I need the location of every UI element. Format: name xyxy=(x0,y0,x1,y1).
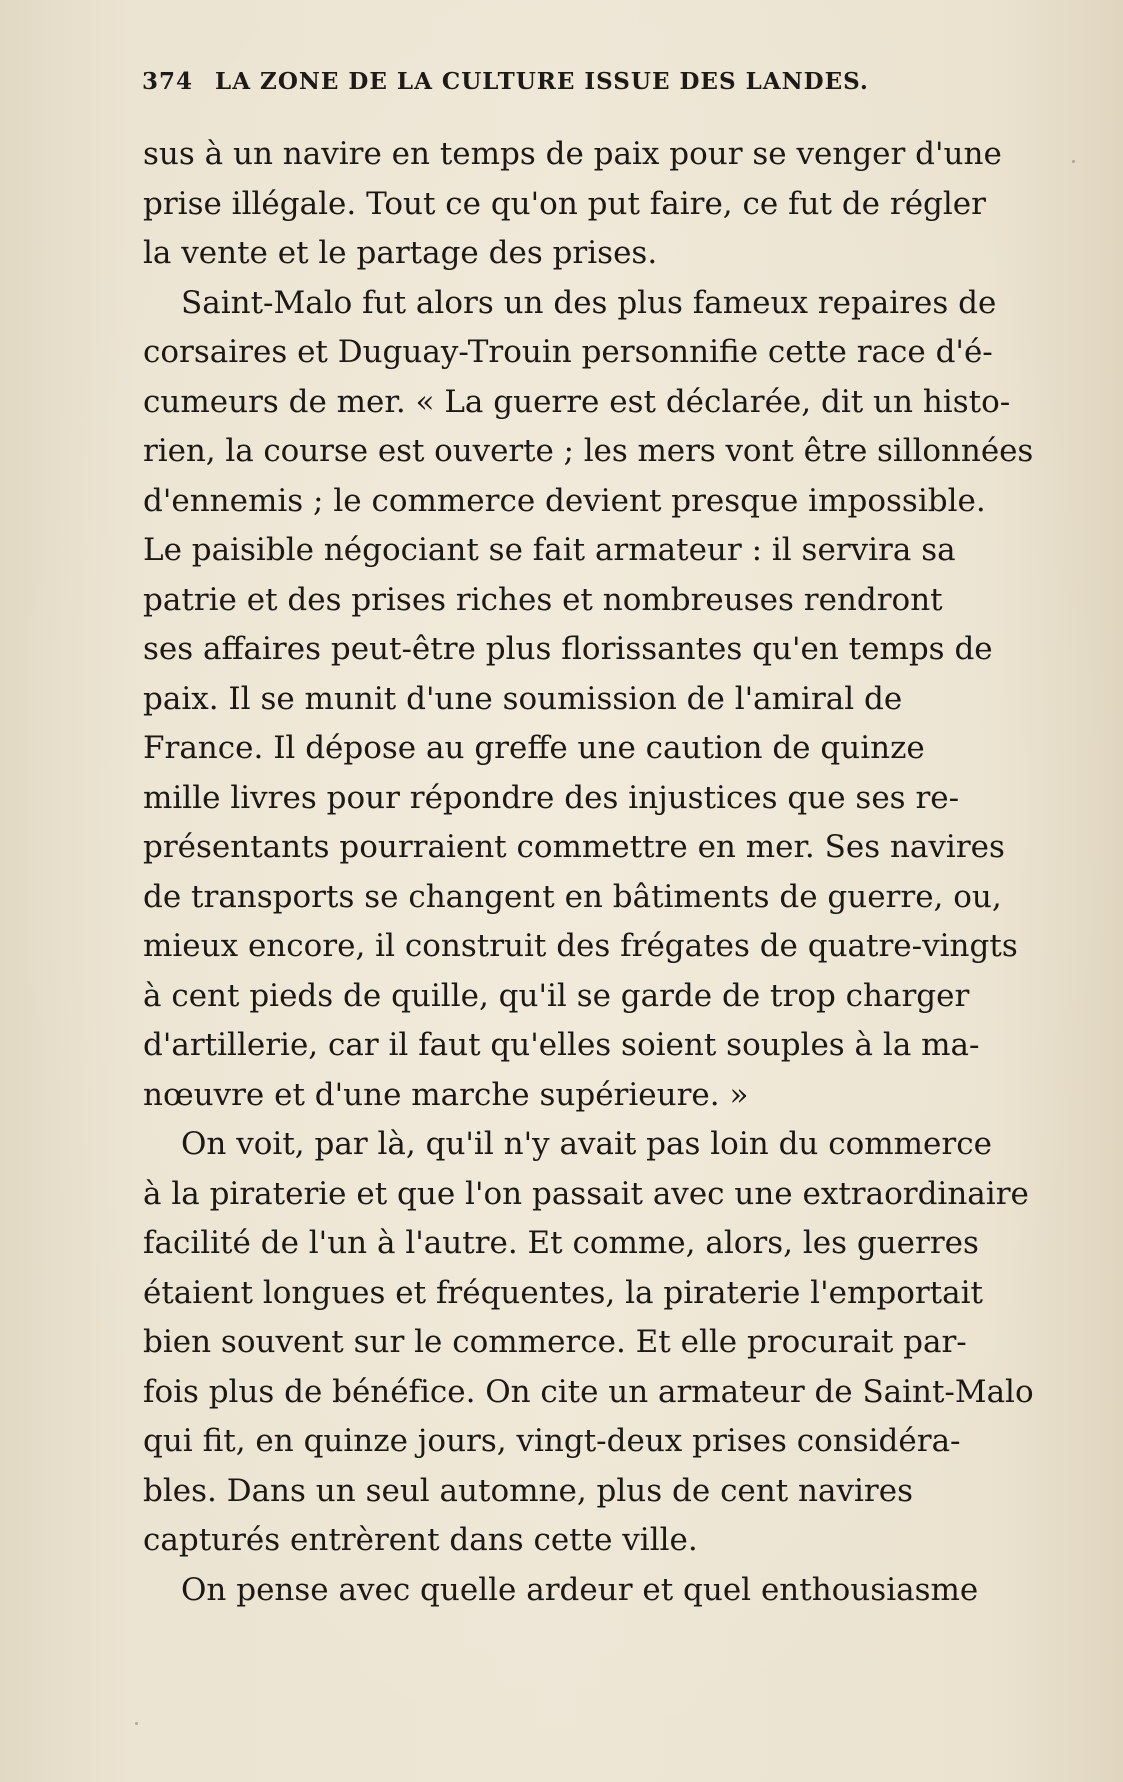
text-line: cumeurs de mer. « La guerre est déclarée, dit un histo- xyxy=(143,383,1011,420)
text-line: la vente et le partage des prises. xyxy=(143,235,658,271)
text-line: facilité de l'un à l'autre. Et comme, alors, les guerres xyxy=(143,1225,979,1261)
text-line: fois plus de bénéfice. On cite un armateur de Saint-Malo xyxy=(143,1373,1034,1410)
text-line: sus à un navire en temps de paix pour se venger d'une xyxy=(143,136,1002,172)
text-line: Saint-Malo fut alors un des plus fameux repaires de xyxy=(181,284,997,321)
text-line: mille livres pour répondre des injustices que ses re- xyxy=(143,779,960,816)
text-line: France. Il dépose au greffe une caution de quinze xyxy=(143,730,925,766)
running-header xyxy=(142,68,952,95)
text-line: patrie et des prises riches et nombreuses rendront xyxy=(143,581,943,618)
text-line: rien, la course est ouverte ; les mers vont être sillonnées xyxy=(143,433,1034,469)
text-line: bien souvent sur le commerce. Et elle procurait par- xyxy=(143,1324,967,1360)
paper-speck xyxy=(135,1722,138,1725)
text-line: présentants pourraient commettre en mer. Ses navires xyxy=(143,829,1005,865)
text-line: nœuvre et d'une marche supérieure. » xyxy=(143,1076,749,1113)
text-line: à cent pieds de quille, qu'il se garde de trop charger xyxy=(143,977,970,1014)
text-line: corsaires et Duguay-Trouin personnifie cette race d'é- xyxy=(143,334,993,370)
text-line: d'artillerie, car il faut qu'elles soient souples à la ma- xyxy=(143,1027,980,1063)
text-line: d'ennemis ; le commerce devient presque impossible. xyxy=(143,482,986,519)
page-number: 374 xyxy=(142,68,194,95)
paper-speck xyxy=(1072,160,1075,163)
body-text xyxy=(143,130,1033,1615)
text-line: On pense avec quelle ardeur et quel enthousiasme xyxy=(181,1571,979,1608)
text-line: à la piraterie et que l'on passait avec une extraordinaire xyxy=(143,1175,1029,1212)
text-line: bles. Dans un seul automne, plus de cent navires xyxy=(143,1472,914,1509)
text-line: qui fit, en quinze jours, vingt-deux prises considéra- xyxy=(143,1423,961,1459)
running-title: LA ZONE DE LA CULTURE ISSUE DES LANDES. xyxy=(215,68,869,95)
text-line: ses affaires peut-être plus florissantes qu'en temps de xyxy=(143,631,993,667)
text-line: capturés entrèrent dans cette ville. xyxy=(143,1522,698,1558)
text-line: de transports se changent en bâtiments de guerre, ou, xyxy=(143,878,1002,915)
text-line: On voit, par là, qu'il n'y avait pas loin du commerce xyxy=(181,1126,992,1162)
text-line: mieux encore, il construit des frégates de quatre-vingts xyxy=(143,928,1018,964)
text-line: étaient longues et fréquentes, la piraterie l'emportait xyxy=(143,1274,983,1311)
text-line: prise illégale. Tout ce qu'on put faire, ce fut de régler xyxy=(143,185,986,222)
text-line: Le paisible négociant se fait armateur : il servira sa xyxy=(143,532,956,568)
text-line: paix. Il se munit d'une soumission de l'amiral de xyxy=(143,680,903,717)
